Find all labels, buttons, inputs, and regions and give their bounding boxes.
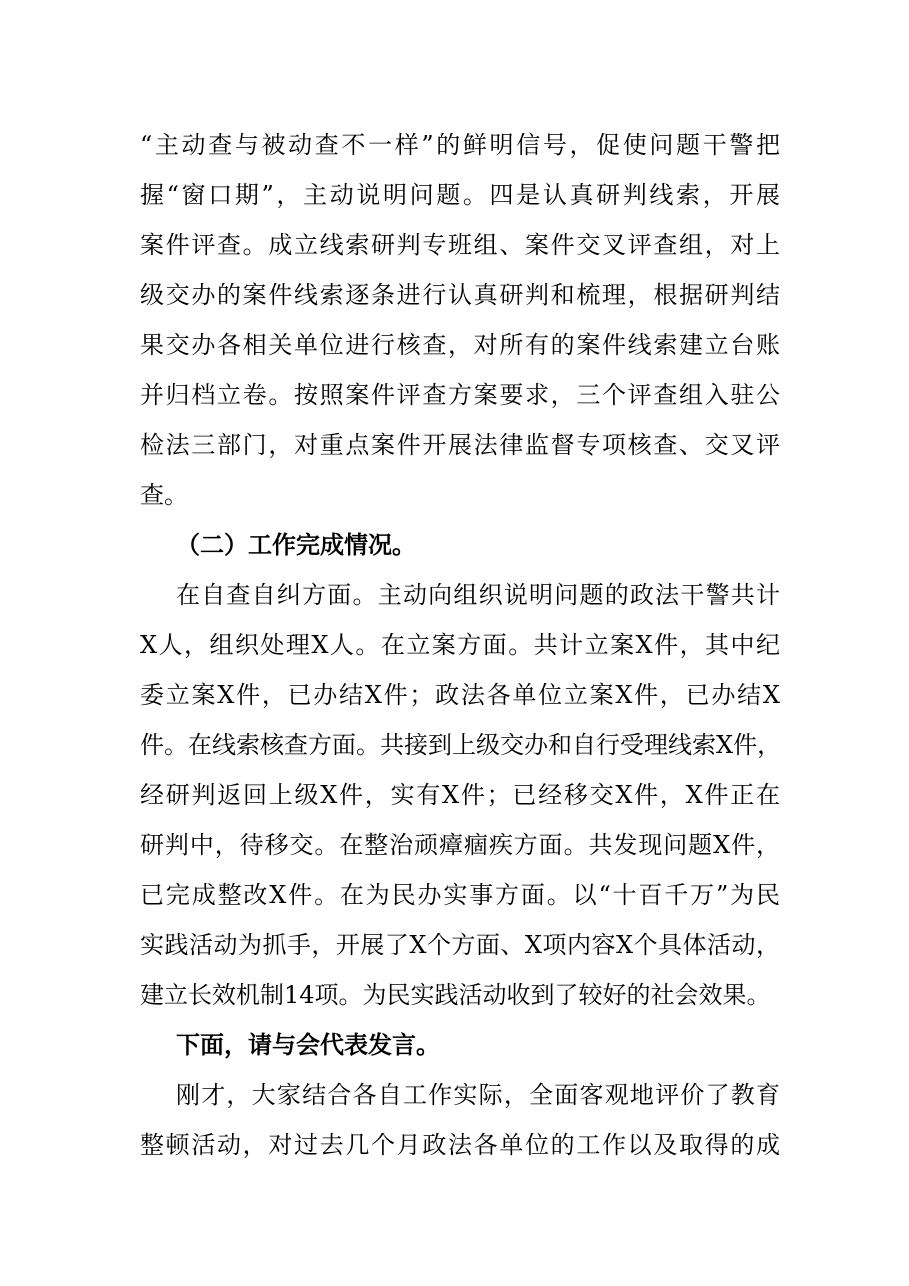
section-heading: （二）工作完成情况。	[176, 531, 416, 559]
paragraph-line: 实践活动为抓手，开展了X个方面、X项内容X个具体活动，	[140, 931, 780, 959]
paragraph-line: 并归档立卷。按照案件评查方案要求，三个评查组入驻公	[140, 381, 780, 409]
section-heading: 下面，请与会代表发言。	[176, 1031, 440, 1059]
paragraph-line: X人，组织处理X人。在立案方面。共计立案X件，其中纪	[140, 631, 780, 659]
paragraph-line: 在自查自纠方面。主动向组织说明问题的政法干警共计	[176, 581, 780, 609]
paragraph-line: 刚才，大家结合各自工作实际，全面客观地评价了教育	[176, 1081, 780, 1109]
paragraph-line: 果交办各相关单位进行核查，对所有的案件线索建立台账	[140, 331, 780, 359]
paragraph-line: 建立长效机制14项。为民实践活动收到了较好的社会效果。	[140, 981, 771, 1009]
paragraph-line: 委立案X件，已办结X件；政法各单位立案X件，已办结X	[140, 681, 780, 709]
paragraph-line: “主动查与被动查不一样”的鲜明信号，促使问题干警把	[140, 131, 780, 159]
paragraph-line: 案件评查。成立线索研判专班组、案件交叉评查组，对上	[140, 231, 780, 259]
paragraph-line: 件。在线索核查方面。共接到上级交办和自行受理线索X件，	[140, 731, 782, 759]
paragraph-line: 已完成整改X件。在为民办实事方面。以“十百千万”为民	[140, 881, 780, 909]
paragraph-line: 研判中，待移交。在整治顽瘴痼疾方面。共发现问题X件，	[140, 831, 780, 859]
paragraph-line: 握“窗口期”，主动说明问题。四是认真研判线索，开展	[140, 181, 780, 209]
paragraph-line: 经研判返回上级X件，实有X件；已经移交X件，X件正在	[140, 781, 780, 809]
paragraph-line: 查。	[140, 481, 188, 509]
paragraph-line: 检法三部门，对重点案件开展法律监督专项核查、交叉评	[140, 431, 780, 459]
paragraph-line: 级交办的案件线索逐条进行认真研判和梳理，根据研判结	[140, 281, 780, 309]
paragraph-line: 整顿活动，对过去几个月政法各单位的工作以及取得的成	[140, 1131, 780, 1159]
